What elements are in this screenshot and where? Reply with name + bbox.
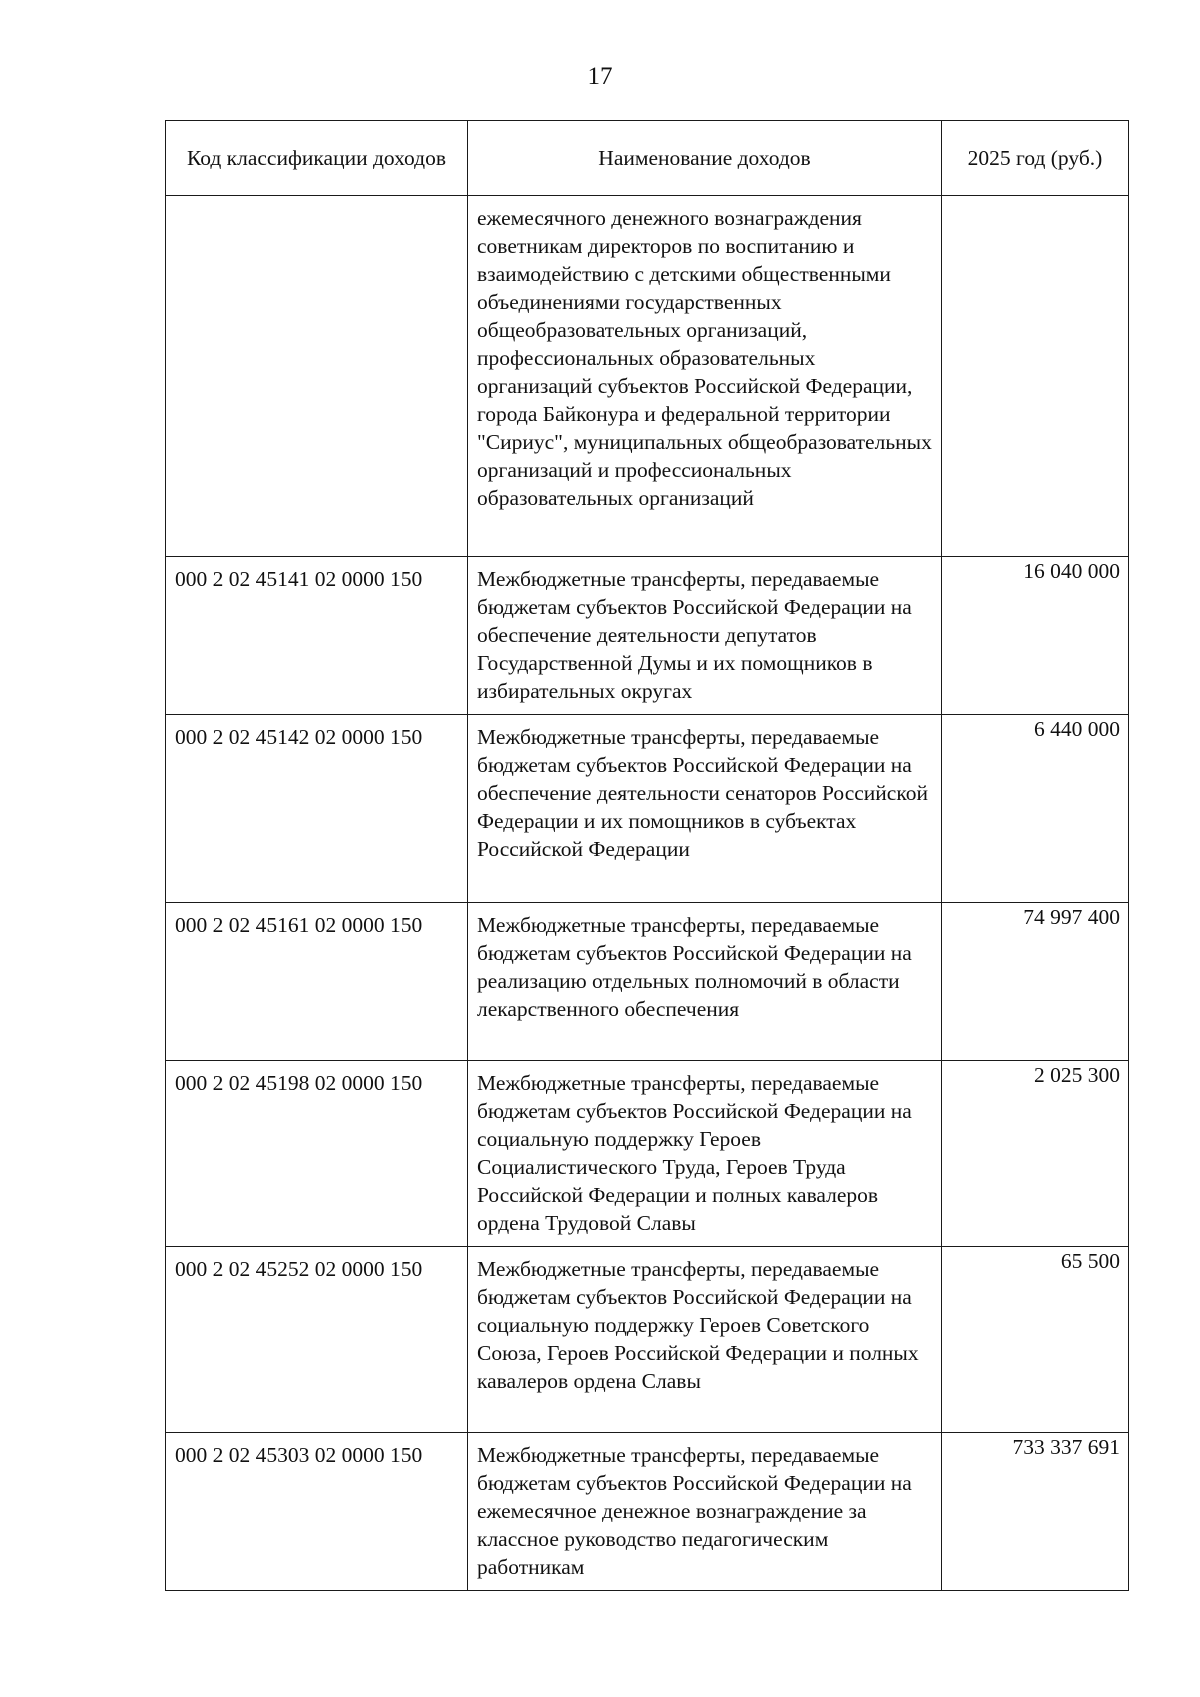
row-code: 000 2 02 45198 02 0000 150 bbox=[166, 1061, 468, 1247]
row-name: Межбюджетные трансферты, передаваемые бюджетам субъектов Российской Федерации на социальную поддержку Героев Советского Союза, Героев Российской Федерации и полных кавалеров ордена Славы bbox=[468, 1247, 942, 1433]
table-row bbox=[166, 557, 1129, 715]
table-row bbox=[166, 1061, 1129, 1247]
table-header-row bbox=[166, 121, 1129, 196]
row-amount: 65 500 bbox=[942, 1247, 1129, 1433]
row-code: 000 2 02 45142 02 0000 150 bbox=[166, 715, 468, 903]
row-code: 000 2 02 45161 02 0000 150 bbox=[166, 903, 468, 1061]
table-row bbox=[166, 903, 1129, 1061]
row-name: Межбюджетные трансферты, передаваемые бюджетам субъектов Российской Федерации на ежемесячное денежное вознаграждение за классное руководство педагогическим работникам bbox=[468, 1433, 942, 1591]
page-number: 17 bbox=[587, 63, 613, 90]
row-name: Межбюджетные трансферты, передаваемые бюджетам субъектов Российской Федерации на социальную поддержку Героев Социалистического Труда, Героев Труда Российской Федерации и полных кавалеров ордена Трудовой Славы bbox=[468, 1061, 942, 1247]
row-code bbox=[166, 196, 468, 557]
table-row bbox=[166, 196, 1129, 557]
row-amount: 2 025 300 bbox=[942, 1061, 1129, 1247]
row-amount: 6 440 000 bbox=[942, 715, 1129, 903]
table-row bbox=[166, 1247, 1129, 1433]
table-row bbox=[166, 1433, 1129, 1591]
row-code: 000 2 02 45252 02 0000 150 bbox=[166, 1247, 468, 1433]
header-name: Наименование доходов bbox=[468, 121, 942, 196]
header-code: Код классификации доходов bbox=[166, 121, 468, 196]
row-name: Межбюджетные трансферты, передаваемые бюджетам субъектов Российской Федерации на обеспечение деятельности депутатов Государственной Думы и их помощников в избирательных округах bbox=[468, 557, 942, 715]
row-code: 000 2 02 45141 02 0000 150 bbox=[166, 557, 468, 715]
row-code: 000 2 02 45303 02 0000 150 bbox=[166, 1433, 468, 1591]
row-amount: 733 337 691 bbox=[942, 1433, 1129, 1591]
revenue-table bbox=[165, 120, 1129, 1591]
row-name: Межбюджетные трансферты, передаваемые бюджетам субъектов Российской Федерации на реализацию отдельных полномочий в области лекарственного обеспечения bbox=[468, 903, 942, 1061]
row-amount bbox=[942, 196, 1129, 557]
table-row bbox=[166, 715, 1129, 903]
row-name: ежемесячного денежного вознаграждения советникам директоров по воспитанию и взаимодействию с детскими общественными объединениями государственных общеобразовательных организаций, профессиональных образовательных организаций субъектов Российской Федерации, города Байконура и федеральной территории "Сириус", муниципальных общеобразовательных организаций и профессиональных образовательных организаций bbox=[468, 196, 942, 557]
header-amount: 2025 год (руб.) bbox=[942, 121, 1129, 196]
row-amount: 16 040 000 bbox=[942, 557, 1129, 715]
row-name: Межбюджетные трансферты, передаваемые бюджетам субъектов Российской Федерации на обеспечение деятельности сенаторов Российской Федерации и их помощников в субъектах Российской Федерации bbox=[468, 715, 942, 903]
row-amount: 74 997 400 bbox=[942, 903, 1129, 1061]
